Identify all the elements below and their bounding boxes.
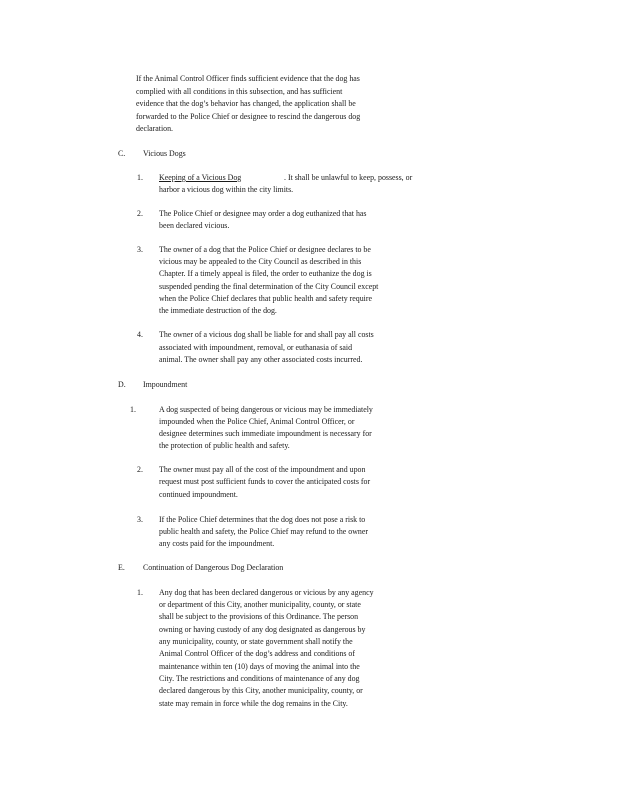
item-text: The Police Chief or designee may order a dog euthanized that has: [159, 209, 367, 218]
item-text: The owner of a dog that the Police Chief or designee declares to be: [159, 245, 371, 254]
item-text: The owner of a vicious dog shall be liable for and shall pay all costs: [159, 330, 374, 339]
item-text: or department of this City, another municipality, county, or state: [159, 600, 361, 609]
item-text: been declared vicious.: [159, 221, 230, 230]
item-text: designee determines such immediate impoundment is necessary for: [159, 429, 372, 438]
item-text: public health and safety, the Police Chief may refund to the owner: [159, 527, 368, 536]
item-text: continued impoundment.: [159, 490, 238, 499]
paragraph-line: forwarded to the Police Chief or designee to rescind the dangerous dog: [136, 112, 361, 121]
paragraph-line: declaration.: [136, 124, 174, 133]
section-letter: C.: [118, 149, 126, 158]
item-text: declared dangerous by this City, another municipality, county, or: [159, 686, 363, 695]
item-text: the immediate destruction of the dog.: [159, 306, 277, 315]
item-number: 2.: [137, 209, 143, 218]
item-text: impounded when the Police Chief, Animal Control Officer, or: [159, 417, 355, 426]
item-text: request must post sufficient funds to cover the anticipated costs for: [159, 477, 371, 486]
item-number: 4.: [137, 330, 143, 339]
item-text: vicious may be appealed to the City Council as described in this: [159, 257, 362, 266]
item-text: Chapter. If a timely appeal is filed, the order to euthanize the dog is: [159, 269, 372, 278]
item-text: owning or having custody of any dog designated as dangerous by: [159, 625, 366, 634]
item-text: any costs paid for the impoundment.: [159, 539, 275, 548]
item-number: 2.: [137, 465, 143, 474]
item-text: state may remain in force while the dog remains in the City.: [159, 699, 348, 708]
item-text: shall be subject to the provisions of this Ordinance. The person: [159, 612, 359, 621]
section-letter: D.: [118, 380, 126, 389]
paragraph-line: evidence that the dog’s behavior has changed, the application shall be: [136, 99, 356, 108]
item-text: associated with impoundment, removal, or euthanasia of said: [159, 343, 353, 352]
item-number: 3.: [137, 515, 143, 524]
section-heading: Vicious Dogs: [143, 149, 186, 158]
item-text: If the Police Chief determines that the dog does not pose a risk to: [159, 515, 366, 524]
item-number: 3.: [137, 245, 143, 254]
item-text: . It shall be unlawful to keep, possess, or: [284, 173, 413, 182]
item-text: Any dog that has been declared dangerous or vicious by any agency: [159, 588, 374, 597]
item-text: A dog suspected of being dangerous or vicious may be immediately: [159, 405, 373, 414]
item-title: Keeping of a Vicious Dog: [159, 173, 242, 182]
item-text: harbor a vicious dog within the city limits.: [159, 185, 294, 194]
section-heading: Continuation of Dangerous Dog Declaration: [143, 563, 284, 572]
section-heading: Impoundment: [143, 380, 188, 389]
item-text: City. The restrictions and conditions of maintenance of any dog: [159, 674, 360, 683]
item-number: 1.: [130, 405, 136, 414]
item-number: 1.: [137, 173, 143, 182]
item-text: The owner must pay all of the cost of the impoundment and upon: [159, 465, 366, 474]
item-text: when the Police Chief declares that public health and safety require: [159, 294, 372, 303]
item-text: animal. The owner shall pay any other associated costs incurred.: [159, 355, 363, 364]
paragraph-line: If the Animal Control Officer finds sufficient evidence that the dog has: [136, 74, 360, 83]
section-letter: E.: [118, 563, 125, 572]
item-text: any municipality, county, or state government shall notify the: [159, 637, 353, 646]
item-text: suspended pending the final determination of the City Council except: [159, 282, 379, 291]
item-text: Animal Control Officer of the dog’s address and conditions of: [159, 649, 355, 658]
item-text: maintenance within ten (10) days of moving the animal into the: [159, 662, 360, 671]
item-number: 1.: [137, 588, 143, 597]
paragraph-line: complied with all conditions in this subsection, and has sufficient: [136, 87, 343, 96]
item-text: the protection of public health and safety.: [159, 441, 290, 450]
